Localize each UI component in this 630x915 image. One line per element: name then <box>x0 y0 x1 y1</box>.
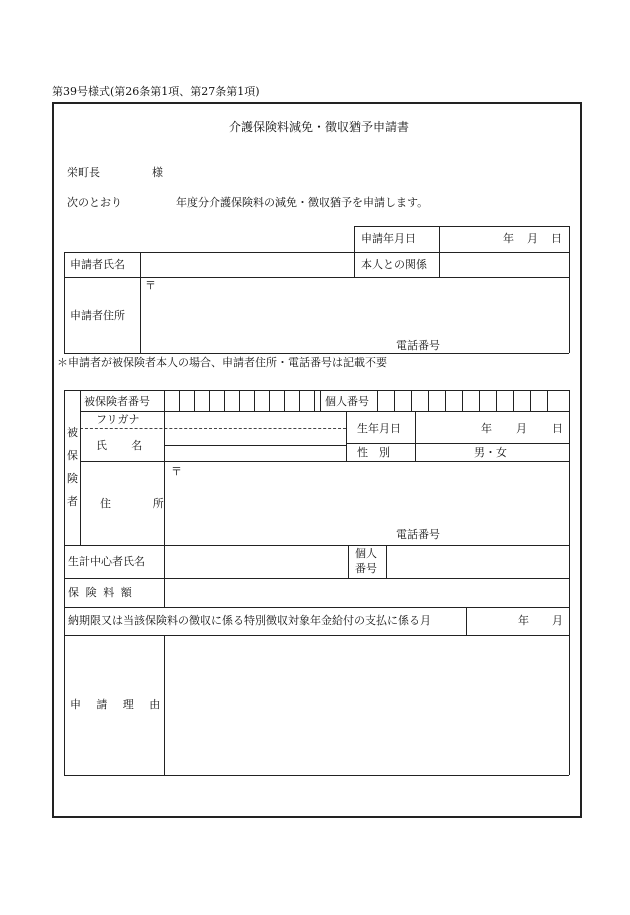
applicant-note: ＊申請者が被保険者本人の場合、申請者住所・電話番号は記載不要 <box>57 356 387 369</box>
applicant-phone-label: 電話番号 <box>396 339 440 352</box>
rule <box>346 411 347 461</box>
birth-year: 年 <box>481 422 492 435</box>
household-head-name-field[interactable] <box>165 546 347 577</box>
household-personal-number-field[interactable] <box>387 546 568 577</box>
premium-amount-label: 保険料額 <box>68 586 139 599</box>
birth-day: 日 <box>552 422 563 435</box>
rule <box>569 545 570 775</box>
reason-field[interactable] <box>165 636 568 774</box>
rule <box>354 226 355 277</box>
application-date-month: 月 <box>527 232 538 245</box>
intro-body: 年度分介護保険料の減免・徴収猶予を申請します。 <box>176 196 429 209</box>
birth-month: 月 <box>516 422 527 435</box>
insured-name-field[interactable] <box>165 429 345 444</box>
sex-label: 性 別 <box>357 446 390 459</box>
insured-number-label: 被保険者番号 <box>84 395 150 408</box>
rule <box>348 545 349 578</box>
form-number: 第39号様式(第26条第1項、第27条第1項) <box>52 85 260 98</box>
birthdate-label: 生年月日 <box>357 422 401 435</box>
rule <box>320 390 321 411</box>
insured-address-field[interactable] <box>165 462 568 526</box>
deadline-year: 年 <box>518 614 529 627</box>
insured-section-char-4: 者 <box>67 495 78 508</box>
applicant-address-field[interactable] <box>141 278 568 338</box>
relation-label: 本人との関係 <box>361 258 427 271</box>
insured-phone-label: 電話番号 <box>396 528 440 541</box>
rule <box>64 252 65 353</box>
premium-amount-field[interactable] <box>165 579 568 606</box>
rule <box>64 775 569 776</box>
addressee-honorific: 様 <box>152 166 163 179</box>
household-personal-number-label-1: 個人 <box>355 547 377 560</box>
rule <box>569 390 570 545</box>
applicant-address-label: 申請者住所 <box>70 309 125 322</box>
deadline-month: 月 <box>552 614 563 627</box>
rule <box>64 390 65 545</box>
application-date-day: 日 <box>551 232 562 245</box>
applicant-name-label: 申請者氏名 <box>70 258 125 271</box>
rule <box>346 443 569 444</box>
insured-number-field[interactable] <box>165 391 319 410</box>
relation-field[interactable] <box>440 253 568 276</box>
insured-address-label: 住 所 <box>100 497 180 510</box>
furigana-label: フリガナ <box>96 413 140 426</box>
household-head-name-label: 生計中心者氏名 <box>68 555 145 568</box>
rule <box>64 353 569 354</box>
household-personal-number-label-2: 番号 <box>355 562 377 575</box>
deadline-label: 納期限又は当該保険料の徴収に係る特別徴収対象年金給付の支払に係る月 <box>68 614 431 627</box>
intro-prefix: 次のとおり <box>67 196 122 209</box>
rule <box>164 445 346 446</box>
rule <box>569 226 570 353</box>
applicant-name-field[interactable] <box>141 253 353 276</box>
insured-section-char-1: 被 <box>67 426 78 439</box>
rule <box>64 545 65 775</box>
reason-label: 申請理由 <box>70 698 176 711</box>
insured-name-label: 氏 名 <box>96 439 149 452</box>
insured-section-char-3: 険 <box>67 472 78 485</box>
rule <box>80 390 81 545</box>
sex-options[interactable]: 男・女 <box>474 446 507 459</box>
insured-section-char-2: 保 <box>67 449 78 462</box>
application-date-year: 年 <box>503 232 514 245</box>
fiscal-year-field[interactable] <box>128 194 172 210</box>
insured-postal-mark: 〒 <box>171 465 182 478</box>
form-title: 介護保険料減免・徴収猶予申請書 <box>229 120 410 134</box>
birthdate-field[interactable] <box>416 412 568 442</box>
insured-personal-number-field[interactable] <box>378 391 568 410</box>
applicant-postal-mark: 〒 <box>145 279 156 292</box>
insured-personal-number-label: 個人番号 <box>325 395 369 408</box>
application-date-label: 申請年月日 <box>361 232 416 245</box>
furigana-field[interactable] <box>165 412 345 427</box>
addressee: 栄町長 <box>67 166 100 179</box>
